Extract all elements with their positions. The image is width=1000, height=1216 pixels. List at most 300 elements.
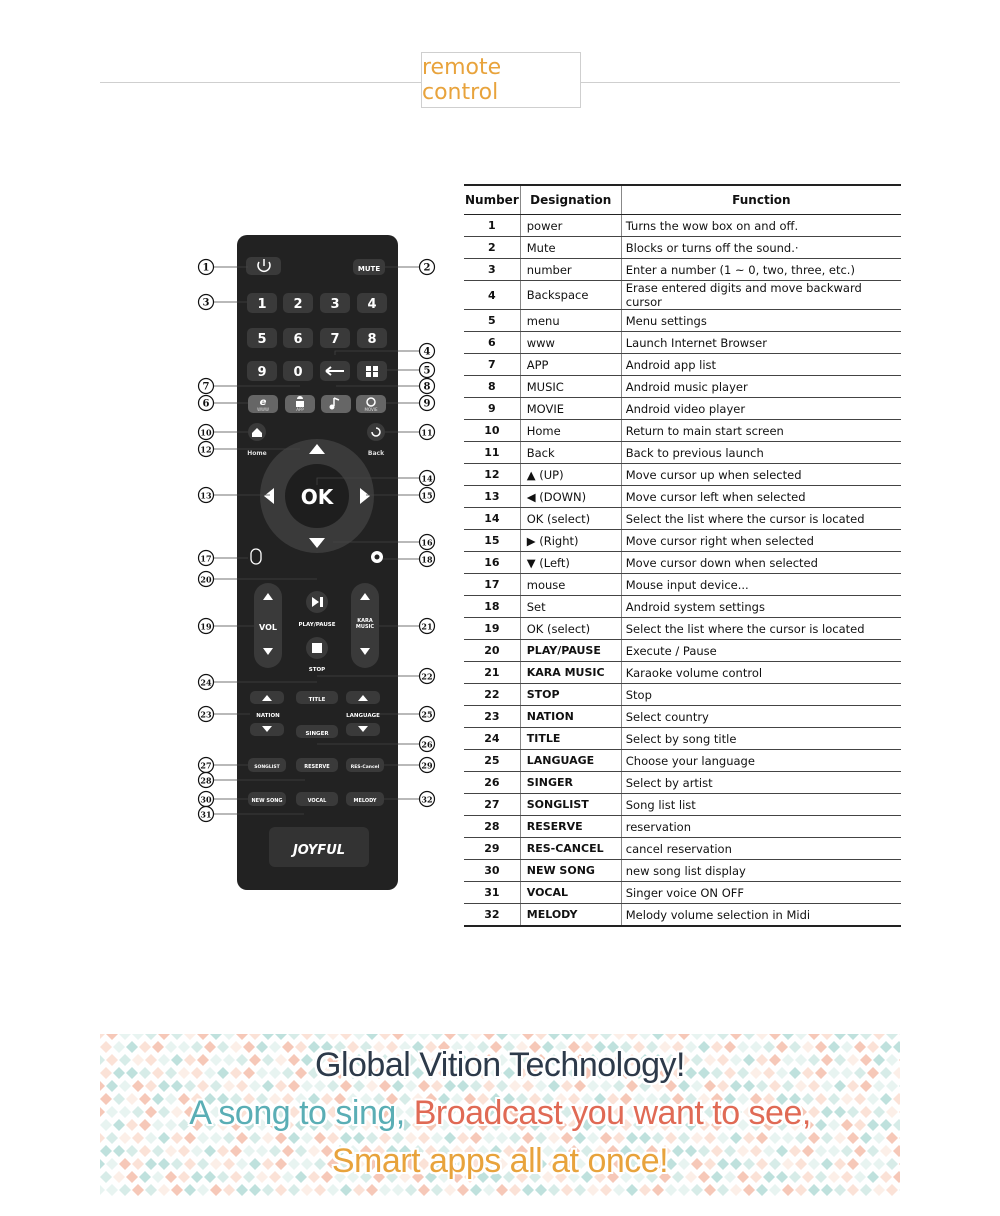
banner-diamond <box>730 1034 742 1040</box>
banner-diamond <box>535 1184 547 1196</box>
remote-svg <box>190 230 450 900</box>
banner-diamond <box>379 1184 391 1196</box>
callout-number-20: 20 <box>200 574 212 585</box>
vocal-label: VOCAL <box>307 798 327 804</box>
row-function: Move cursor left when selected <box>621 486 901 508</box>
table-row <box>464 728 901 750</box>
table-row <box>464 354 901 376</box>
row-function: Enter a number (1 ~ 0, two, three, etc.) <box>621 259 901 281</box>
row-designation: Backspace <box>520 281 621 310</box>
banner-diamond <box>535 1034 547 1040</box>
row-function: Karaoke volume control <box>621 662 901 684</box>
banner-diamond <box>561 1034 573 1040</box>
callout-number-26: 26 <box>421 739 433 750</box>
banner-diamond <box>314 1034 326 1040</box>
banner-line-2a: A song to sing, <box>189 1094 405 1132</box>
row-number: 22 <box>464 684 520 706</box>
banner-diamond <box>808 1184 820 1196</box>
row-designation: Mute <box>520 237 621 259</box>
banner-diamond <box>548 1184 560 1196</box>
table-row <box>464 574 901 596</box>
banner-diamond <box>236 1184 248 1196</box>
callout-number-27: 27 <box>200 760 212 771</box>
row-designation: menu <box>520 310 621 332</box>
row-number: 16 <box>464 552 520 574</box>
row-designation: SINGER <box>520 772 621 794</box>
banner-diamond <box>496 1034 508 1040</box>
row-function: Select by artist <box>621 772 901 794</box>
row-function: Execute / Pause <box>621 640 901 662</box>
row-designation: RES-CANCEL <box>520 838 621 860</box>
row-designation: MELODY <box>520 904 621 927</box>
row-designation: RESERVE <box>520 816 621 838</box>
row-designation: MUSIC <box>520 376 621 398</box>
row-designation: Set <box>520 596 621 618</box>
row-number: 27 <box>464 794 520 816</box>
music-icon-note <box>330 405 335 410</box>
row-number: 28 <box>464 816 520 838</box>
table-row <box>464 618 901 640</box>
row-function: Launch Internet Browser <box>621 332 901 354</box>
callout-number-30: 30 <box>200 794 212 805</box>
callout-number-13: 13 <box>200 490 212 501</box>
table-row <box>464 552 901 574</box>
callout-number-10: 10 <box>200 427 212 438</box>
banner-diamond <box>756 1034 768 1040</box>
banner-diamond <box>366 1034 378 1040</box>
banner-diamond <box>665 1184 677 1196</box>
row-number: 23 <box>464 706 520 728</box>
table-row <box>464 706 901 728</box>
banner-diamond <box>483 1034 495 1040</box>
digit-label: 5 <box>257 332 267 347</box>
banner-line-1: Global Vition Technology! <box>315 1046 685 1084</box>
banner-diamond <box>184 1184 196 1196</box>
row-number: 20 <box>464 640 520 662</box>
banner-diamond <box>223 1034 235 1040</box>
singer-label: SINGER <box>305 731 329 737</box>
banner-diamond <box>405 1034 417 1040</box>
banner-diamond <box>158 1034 170 1040</box>
table-row <box>464 750 901 772</box>
row-designation: mouse <box>520 574 621 596</box>
callout-number-28: 28 <box>200 775 212 786</box>
table-row <box>464 662 901 684</box>
table-row <box>464 464 901 486</box>
banner-diamond <box>340 1034 352 1040</box>
banner-diamond <box>132 1184 144 1196</box>
banner-diamond <box>405 1184 417 1196</box>
brand-logo: JOYFUL <box>292 843 346 858</box>
row-function: new song list display <box>621 860 901 882</box>
row-designation: SONGLIST <box>520 794 621 816</box>
row-function: Move cursor up when selected <box>621 464 901 486</box>
row-function: Select by song title <box>621 728 901 750</box>
banner-diamond <box>249 1184 261 1196</box>
row-function: Select the list where the cursor is located <box>621 618 901 640</box>
digit-label: 4 <box>367 297 377 312</box>
banner-diamond <box>171 1184 183 1196</box>
banner-diamond <box>886 1034 898 1040</box>
row-number: 31 <box>464 882 520 904</box>
row-designation: ▶ (Right) <box>520 530 621 552</box>
row-designation: ◀ (DOWN) <box>520 486 621 508</box>
banner-diamond <box>587 1034 599 1040</box>
settings-icon-hole <box>375 555 380 560</box>
banner-diamond <box>184 1034 196 1040</box>
callout-number-24: 24 <box>200 677 212 688</box>
table-header-row <box>464 185 901 215</box>
callout-number-4: 4 <box>423 346 431 358</box>
banner-diamond <box>470 1184 482 1196</box>
row-designation: NEW SONG <box>520 860 621 882</box>
callout-number-1: 1 <box>202 262 210 274</box>
banner-diamond <box>847 1184 859 1196</box>
banner-diamond <box>288 1034 300 1040</box>
row-number: 17 <box>464 574 520 596</box>
table-row <box>464 508 901 530</box>
row-function: Stop <box>621 684 901 706</box>
mute-label: MUTE <box>357 265 381 273</box>
banner-diamond <box>743 1184 755 1196</box>
banner-diamond <box>100 1034 105 1040</box>
banner-diamond <box>210 1034 222 1040</box>
promo-banner <box>100 1034 900 1196</box>
table-row <box>464 442 901 464</box>
table-row <box>464 310 901 332</box>
header-rule-left <box>100 82 421 83</box>
banner-diamond <box>223 1184 235 1196</box>
banner-diamond <box>678 1034 690 1040</box>
table-row <box>464 530 901 552</box>
row-number: 15 <box>464 530 520 552</box>
banner-diamond <box>457 1034 469 1040</box>
table-row <box>464 376 901 398</box>
callout-number-8: 8 <box>423 381 431 393</box>
banner-diamond <box>730 1184 742 1196</box>
table-row <box>464 281 901 310</box>
row-designation: MOVIE <box>520 398 621 420</box>
banner-diamond <box>769 1184 781 1196</box>
row-designation: VOCAL <box>520 882 621 904</box>
banner-diamond <box>847 1034 859 1040</box>
digit-label: 3 <box>330 297 340 312</box>
banner-diamond <box>639 1184 651 1196</box>
row-function: Turns the wow box on and off. <box>621 215 901 237</box>
banner-diamond <box>600 1184 612 1196</box>
row-number: 25 <box>464 750 520 772</box>
banner-diamond <box>444 1034 456 1040</box>
play-pause-label: PLAY/PAUSE <box>298 622 336 628</box>
callout-number-17: 17 <box>200 553 212 564</box>
banner-diamond <box>652 1034 664 1040</box>
callout-number-31: 31 <box>200 809 212 820</box>
function-table <box>464 184 901 927</box>
banner-diamond <box>327 1184 339 1196</box>
banner-diamond <box>132 1034 144 1040</box>
row-number: 14 <box>464 508 520 530</box>
row-function: Android app list <box>621 354 901 376</box>
banner-diamond <box>392 1034 404 1040</box>
nation-label: NATION <box>256 713 280 719</box>
banner-diamond <box>106 1034 118 1040</box>
banner-line-2b: Broadcast you want to see, <box>413 1094 811 1132</box>
header-function: Function <box>621 185 901 215</box>
table-row <box>464 332 901 354</box>
row-number: 21 <box>464 662 520 684</box>
banner-diamond <box>782 1034 794 1040</box>
row-number: 13 <box>464 486 520 508</box>
new-song-label: NEW SONG <box>251 798 283 804</box>
banner-diamond <box>197 1034 209 1040</box>
banner-diamond <box>652 1184 664 1196</box>
row-number: 12 <box>464 464 520 486</box>
internet-icon: e <box>259 397 267 408</box>
row-number: 10 <box>464 420 520 442</box>
row-function: cancel reservation <box>621 838 901 860</box>
callout-number-7: 7 <box>202 381 210 393</box>
callout-number-19: 19 <box>200 621 212 632</box>
page-title <box>421 52 581 108</box>
row-designation: power <box>520 215 621 237</box>
callout-number-11: 11 <box>421 427 433 438</box>
remote-control-diagram <box>190 230 450 900</box>
banner-diamond <box>899 1034 900 1040</box>
banner-diamond <box>522 1034 534 1040</box>
banner-diamond <box>561 1184 573 1196</box>
banner-diamond <box>301 1184 313 1196</box>
row-designation: STOP <box>520 684 621 706</box>
digit-label: 6 <box>293 332 303 347</box>
banner-diamond <box>470 1034 482 1040</box>
row-function: Android video player <box>621 398 901 420</box>
digit-label: 0 <box>293 365 303 380</box>
banner-diamond <box>366 1184 378 1196</box>
callout-number-18: 18 <box>421 554 433 565</box>
table-row <box>464 420 901 442</box>
table-body <box>464 215 901 927</box>
banner-diamond <box>457 1184 469 1196</box>
row-number: 24 <box>464 728 520 750</box>
digit-label: 2 <box>293 297 303 312</box>
title-label: TITLE <box>308 697 326 703</box>
banner-diamond <box>795 1034 807 1040</box>
digit-label: 8 <box>367 332 377 347</box>
row-function: Select the list where the cursor is located <box>621 508 901 530</box>
row-function: Song list list <box>621 794 901 816</box>
banner-diamond <box>145 1034 157 1040</box>
row-function: Blocks or turns off the sound.· <box>621 237 901 259</box>
callout-number-9: 9 <box>423 398 431 410</box>
banner-diamond <box>600 1034 612 1040</box>
banner-diamond <box>899 1184 900 1196</box>
banner-diamond <box>756 1184 768 1196</box>
row-designation: OK (select) <box>520 618 621 640</box>
banner-diamond <box>418 1184 430 1196</box>
banner-diamond <box>327 1034 339 1040</box>
row-designation: TITLE <box>520 728 621 750</box>
row-function: Return to main start screen <box>621 420 901 442</box>
table-row <box>464 860 901 882</box>
banner-diamond <box>782 1184 794 1196</box>
digit-label: 9 <box>257 365 267 380</box>
home-label: Home <box>247 450 267 457</box>
banner-diamond <box>743 1034 755 1040</box>
banner-diamond <box>106 1184 118 1196</box>
header-number: Number <box>464 185 520 215</box>
row-designation: ▲ (UP) <box>520 464 621 486</box>
banner-diamond <box>574 1184 586 1196</box>
row-number: 3 <box>464 259 520 281</box>
banner-diamond <box>100 1184 105 1196</box>
melody-label: MELODY <box>353 798 377 804</box>
row-number: 11 <box>464 442 520 464</box>
header-designation: Designation <box>520 185 621 215</box>
row-number: 19 <box>464 618 520 640</box>
banner-diamond <box>145 1184 157 1196</box>
row-function: Move cursor down when selected <box>621 552 901 574</box>
page-title-text: remote control <box>422 55 502 105</box>
row-designation: APP <box>520 354 621 376</box>
banner-diamond <box>691 1034 703 1040</box>
banner-diamond <box>665 1034 677 1040</box>
banner-diamond <box>834 1184 846 1196</box>
banner-line-2 <box>100 1094 900 1133</box>
banner-diamond <box>821 1184 833 1196</box>
digit-label: 1 <box>257 297 267 312</box>
banner-diamond <box>340 1184 352 1196</box>
banner-diamond <box>873 1184 885 1196</box>
callout-number-29: 29 <box>421 760 433 771</box>
banner-diamond <box>886 1184 898 1196</box>
row-number: 26 <box>464 772 520 794</box>
banner-diamond <box>704 1034 716 1040</box>
row-number: 29 <box>464 838 520 860</box>
kara-music-label-part: MUSIC <box>355 624 375 630</box>
row-function: Singer voice ON OFF <box>621 882 901 904</box>
row-designation: ▼ (Left) <box>520 552 621 574</box>
banner-diamond <box>236 1034 248 1040</box>
row-function: Select country <box>621 706 901 728</box>
songlist-label: SONGLIST <box>254 765 280 770</box>
banner-diamond <box>509 1034 521 1040</box>
row-function: Move cursor right when selected <box>621 530 901 552</box>
banner-diamond <box>691 1184 703 1196</box>
banner-diamond <box>626 1034 638 1040</box>
banner-diamond <box>678 1184 690 1196</box>
table-row <box>464 596 901 618</box>
banner-diamond <box>444 1184 456 1196</box>
language-label: LANGUAGE <box>346 713 380 719</box>
banner-diamond <box>509 1184 521 1196</box>
banner-diamond <box>639 1034 651 1040</box>
reserve-label: RESERVE <box>304 764 330 770</box>
row-designation: Home <box>520 420 621 442</box>
banner-diamond <box>613 1184 625 1196</box>
row-function: Android system settings <box>621 596 901 618</box>
row-number: 1 <box>464 215 520 237</box>
banner-diamond <box>158 1184 170 1196</box>
row-number: 32 <box>464 904 520 927</box>
menu-button[interactable] <box>357 361 387 381</box>
banner-diamond <box>821 1034 833 1040</box>
callout-number-21: 21 <box>421 621 433 632</box>
banner-diamond <box>314 1184 326 1196</box>
row-designation: number <box>520 259 621 281</box>
banner-diamond <box>717 1184 729 1196</box>
row-function: reservation <box>621 816 901 838</box>
table-row <box>464 640 901 662</box>
row-number: 4 <box>464 281 520 310</box>
row-designation: LANGUAGE <box>520 750 621 772</box>
banner-diamond <box>353 1184 365 1196</box>
banner-diamond <box>379 1034 391 1040</box>
banner-diamond <box>171 1034 183 1040</box>
row-function: Back to previous launch <box>621 442 901 464</box>
banner-diamond <box>119 1184 131 1196</box>
back-button[interactable] <box>367 423 385 441</box>
banner-diamond <box>431 1034 443 1040</box>
stop-icon <box>312 643 322 653</box>
row-function: Mouse input device... <box>621 574 901 596</box>
row-designation: www <box>520 332 621 354</box>
table-row <box>464 486 901 508</box>
callout-number-15: 15 <box>421 490 433 501</box>
kara-music-label <box>356 618 374 630</box>
table-row <box>464 904 901 927</box>
row-designation: NATION <box>520 706 621 728</box>
banner-diamond <box>587 1184 599 1196</box>
row-designation: OK (select) <box>520 508 621 530</box>
banner-diamond <box>262 1184 274 1196</box>
banner-diamond <box>353 1034 365 1040</box>
banner-diamond <box>288 1184 300 1196</box>
stop-label: STOP <box>308 667 326 673</box>
back-label: Back <box>367 450 385 457</box>
banner-diamond <box>834 1034 846 1040</box>
banner-diamond <box>808 1034 820 1040</box>
digit-label: 7 <box>330 332 340 347</box>
callout-number-23: 23 <box>200 709 212 720</box>
table-row <box>464 684 901 706</box>
banner-diamond <box>769 1034 781 1040</box>
callout-number-16: 16 <box>421 537 433 548</box>
row-function: Choose your language <box>621 750 901 772</box>
banner-diamond <box>483 1184 495 1196</box>
music-button[interactable] <box>321 395 351 413</box>
banner-diamond <box>574 1034 586 1040</box>
row-function: Melody volume selection in Midi <box>621 904 901 927</box>
app-label: APP <box>296 407 304 412</box>
row-designation: Back <box>520 442 621 464</box>
banner-diamond <box>197 1184 209 1196</box>
banner-diamond <box>418 1034 430 1040</box>
row-number: 18 <box>464 596 520 618</box>
row-number: 5 <box>464 310 520 332</box>
banner-diamond <box>626 1184 638 1196</box>
table-row <box>464 816 901 838</box>
callout-number-32: 32 <box>421 794 433 805</box>
table-row <box>464 794 901 816</box>
table-row <box>464 215 901 237</box>
row-designation: KARA MUSIC <box>520 662 621 684</box>
banner-diamond <box>873 1034 885 1040</box>
ok-label: OK <box>300 485 334 509</box>
row-designation: PLAY/PAUSE <box>520 640 621 662</box>
banner-diamond <box>301 1034 313 1040</box>
banner-diamond <box>496 1184 508 1196</box>
banner-diamond <box>275 1034 287 1040</box>
